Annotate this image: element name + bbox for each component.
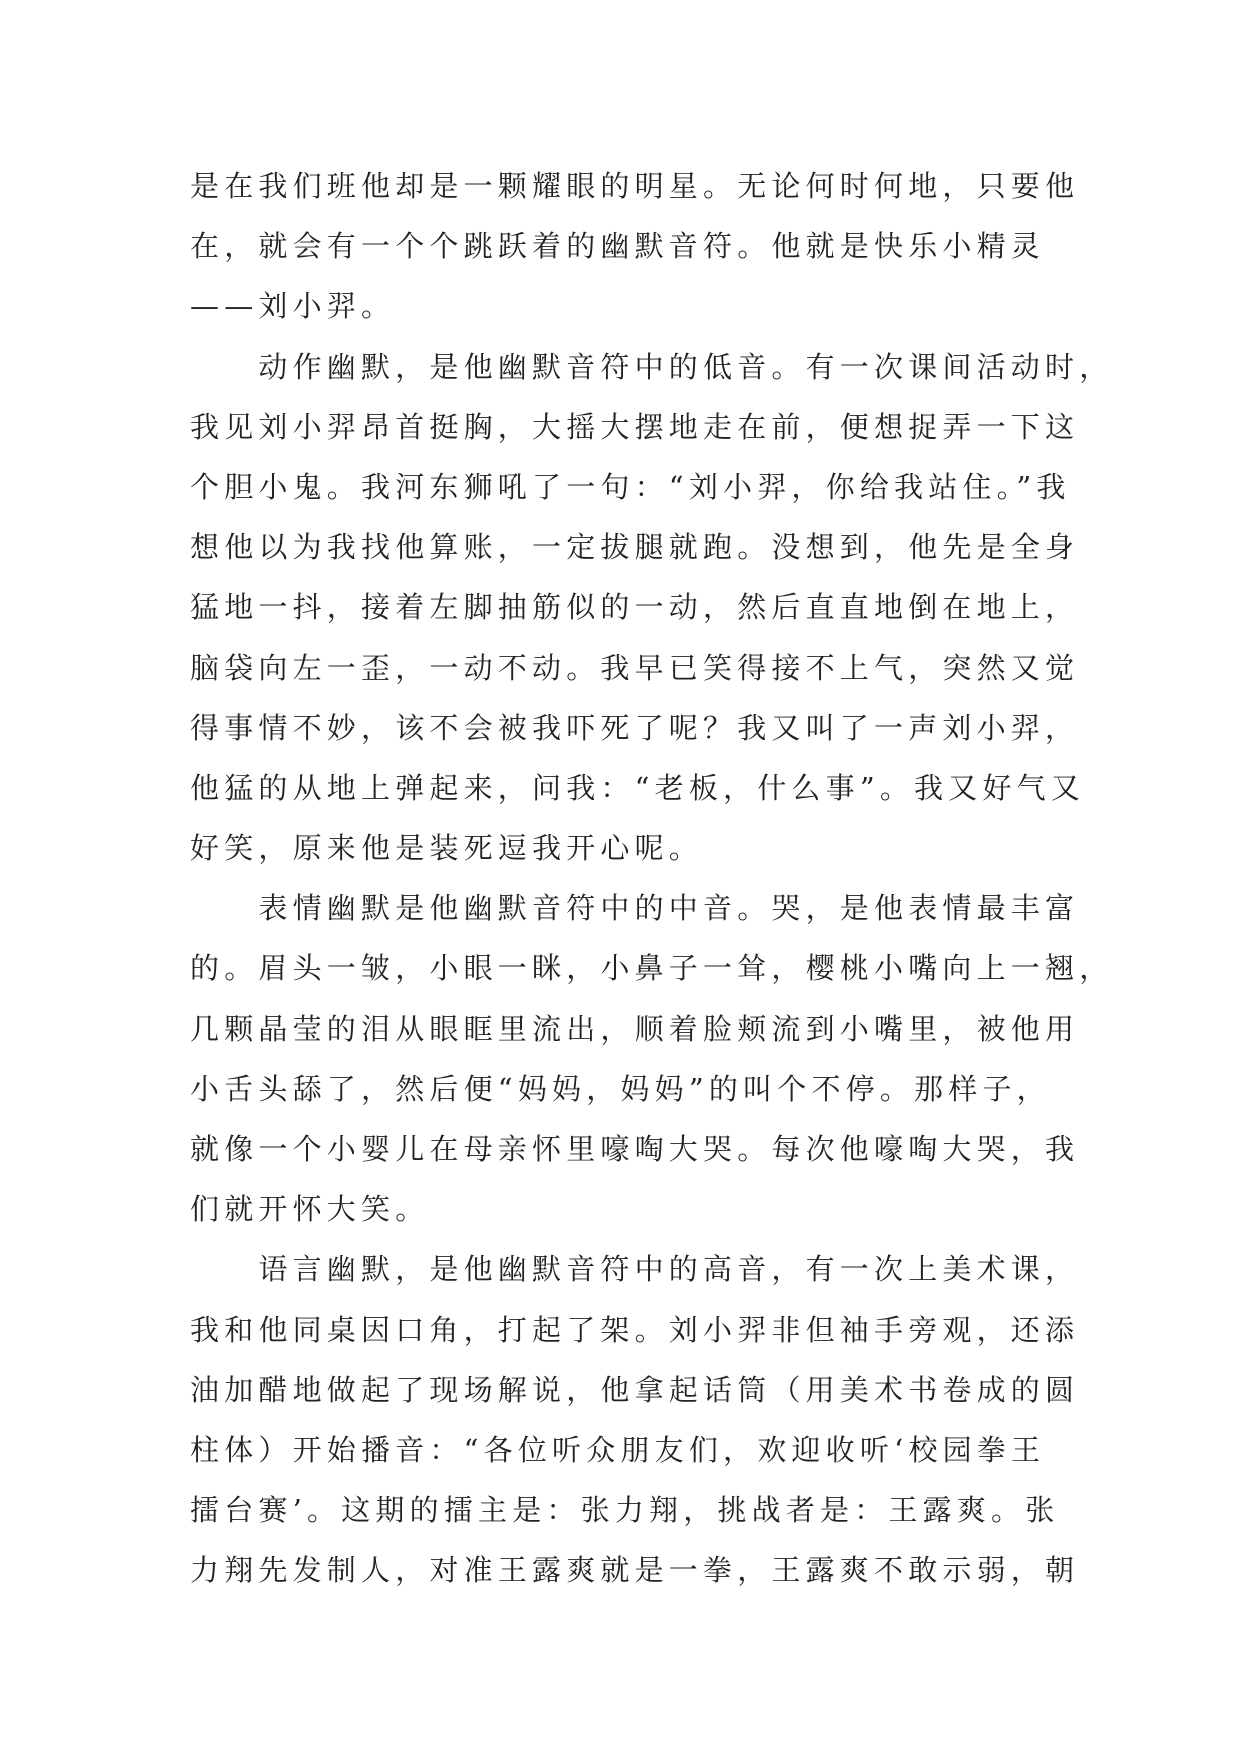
text-line: 力翔先发制人，对准王露爽就是一拳，王露爽不敢示弱，朝	[190, 1553, 1080, 1588]
text-line: 他猛的从地上弹起来，问我：“老板，什么事”。我又好气又	[190, 770, 1086, 805]
text-line: 动作幽默，是他幽默音符中的低音。有一次课间活动时，	[190, 349, 1114, 384]
text-line: 的。眉头一皱，小眼一眯，小鼻子一耸，樱桃小嘴向上一翘，	[190, 951, 1114, 986]
text-line: 擂台赛’。这期的擂主是：张力翔，挑战者是：王露爽。张	[190, 1493, 1060, 1528]
text-line: 得事情不妙，该不会被我吓死了呢？我又叫了一声刘小羿，	[190, 710, 1080, 745]
text-line: 在，就会有一个个跳跃着的幽默音符。他就是快乐小精灵	[190, 229, 1046, 264]
text-line: 柱体）开始播音：“各位听众朋友们，欢迎收听‘校园拳王	[190, 1432, 1046, 1467]
text-line: 语言幽默，是他幽默音符中的高音，有一次上美术课，	[190, 1252, 1080, 1287]
text-line: 猛地一抖，接着左脚抽筋似的一动，然后直直地倒在地上，	[190, 590, 1080, 625]
essay-text	[190, 156, 1114, 1601]
text-line: 好笑，原来他是装死逗我开心呢。	[190, 831, 704, 866]
text-line: 几颗晶莹的泪从眼眶里流出，顺着脸颊流到小嘴里，被他用	[190, 1011, 1080, 1046]
text-line: ——刘小羿。	[190, 289, 396, 324]
text-line: 们就开怀大笑。	[190, 1192, 430, 1227]
text-line: 是在我们班他却是一颗耀眼的明星。无论何时何地，只要他	[190, 169, 1080, 203]
text-line: 想他以为我找他算账，一定拔腿就跑。没想到，他先是全身	[190, 530, 1080, 565]
text-line: 我见刘小羿昂首挺胸，大摇大摆地走在前，便想捉弄一下这	[190, 409, 1080, 444]
text-line: 油加醋地做起了现场解说，他拿起话筒（用美术书卷成的圆	[190, 1372, 1080, 1407]
text-line: 表情幽默是他幽默音符中的中音。哭，是他表情最丰富	[190, 891, 1080, 926]
text-line: 我和他同桌因口角，打起了架。刘小羿非但袖手旁观，还添	[190, 1312, 1080, 1347]
text-line: 脑袋向左一歪，一动不动。我早已笑得接不上气，突然又觉	[190, 650, 1080, 685]
text-line: 小舌头舔了，然后便“妈妈，妈妈”的叫个不停。那样子，	[190, 1071, 1051, 1106]
text-line: 个胆小鬼。我河东狮吼了一句：“刘小羿，你给我站住。”我	[190, 469, 1071, 504]
text-line: 就像一个小婴儿在母亲怀里嚎啕大哭。每次他嚎啕大哭，我	[190, 1132, 1080, 1166]
